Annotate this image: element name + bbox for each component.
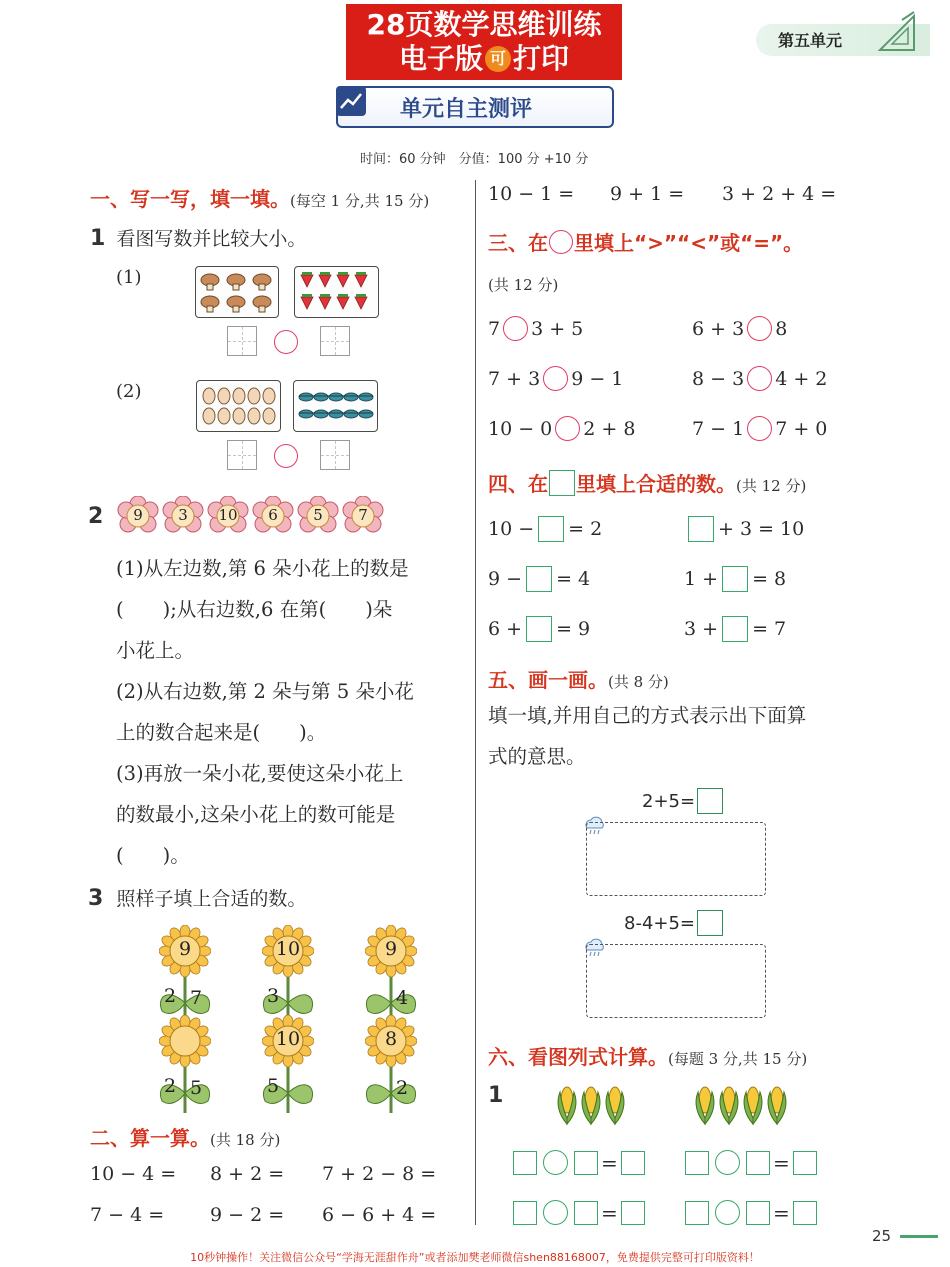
number-flower xyxy=(116,496,160,536)
fill-suffix: = 7 xyxy=(752,618,787,640)
section-3-title: 三、在 里填上“>”“<”或“=”。 xyxy=(488,231,804,255)
equals-sign: = xyxy=(773,1150,790,1175)
answer-box[interactable] xyxy=(526,616,552,642)
section-6-q1-number: 1 xyxy=(488,1083,504,1108)
compare-right: 4 + 2 xyxy=(775,367,828,390)
section-5-title: 五、画一画。(共 8 分) xyxy=(488,668,669,692)
number-flower xyxy=(161,496,205,536)
corn-icon xyxy=(580,1084,598,1126)
calc-item: 10 − 4 = xyxy=(90,1163,177,1185)
drawing-area-1[interactable] xyxy=(586,822,766,896)
answer-box[interactable] xyxy=(320,326,350,356)
flower-number: 9 xyxy=(133,506,143,524)
compare-circle[interactable] xyxy=(747,316,772,341)
compare-circle[interactable] xyxy=(274,444,298,468)
box-icon xyxy=(549,470,575,496)
fill-suffix: = 8 xyxy=(752,568,787,590)
compare-left: 7 xyxy=(488,317,501,340)
answer-box[interactable] xyxy=(621,1151,645,1175)
q2-line: ( );从右边数,6 在第( )朵 xyxy=(116,598,393,621)
egg-picture xyxy=(196,380,281,432)
operator-circle[interactable] xyxy=(543,1150,568,1175)
compare-item xyxy=(488,416,635,441)
answer-box[interactable] xyxy=(697,788,723,814)
answer-box[interactable] xyxy=(621,1201,645,1225)
fill-item xyxy=(488,616,590,642)
column-divider xyxy=(475,180,476,1225)
chart-icon xyxy=(336,86,366,116)
compare-item xyxy=(488,316,583,341)
section-6-note: (每题 3 分,共 15 分) xyxy=(668,1050,808,1068)
compare-item xyxy=(692,316,787,341)
section-2-title: 二、算一算。(共 18 分) xyxy=(90,1126,281,1150)
compare-circle[interactable] xyxy=(274,330,298,354)
corn-icon xyxy=(604,1084,622,1126)
sunflower-left-number: 5 xyxy=(267,1075,280,1097)
section-5-text xyxy=(488,695,806,777)
answer-box[interactable] xyxy=(685,1201,709,1225)
answer-box[interactable] xyxy=(793,1151,817,1175)
answer-box[interactable] xyxy=(513,1201,537,1225)
equation-blank-row xyxy=(513,1150,645,1175)
fill-prefix: 10 − xyxy=(488,518,535,540)
fill-suffix: = 4 xyxy=(556,568,591,590)
question-3 xyxy=(88,884,306,911)
fill-suffix: = 9 xyxy=(556,618,591,640)
sunflower-left-number: 3 xyxy=(267,985,280,1007)
banner-line-1: 28页数学思维训练 xyxy=(366,8,602,41)
compare-right: 8 xyxy=(775,317,788,340)
answer-box[interactable] xyxy=(722,566,748,592)
sunflower-right-number: 5 xyxy=(190,1077,203,1099)
corn-icon xyxy=(766,1084,784,1126)
compare-left: 7 − 1 xyxy=(692,417,745,440)
sunflower xyxy=(253,925,323,1025)
s5-line: 填一填,并用自己的方式表示出下面算 xyxy=(488,704,807,727)
q2-line: 上的数合起来是( )。 xyxy=(116,721,327,744)
compare-circle[interactable] xyxy=(747,366,772,391)
page-number-bar xyxy=(900,1235,938,1238)
fill-prefix: 3 + xyxy=(684,618,719,640)
calc-item: 7 − 4 = xyxy=(90,1204,165,1226)
promo-banner xyxy=(346,4,622,80)
compare-right: 3 + 5 xyxy=(531,317,584,340)
ruler-triangle-icon xyxy=(874,10,918,54)
unit-tab xyxy=(756,24,930,56)
section-3-note: (共 12 分) xyxy=(488,276,559,294)
answer-box[interactable] xyxy=(320,440,350,470)
compare-left: 10 − 0 xyxy=(488,417,553,440)
candy-picture xyxy=(293,380,378,432)
equals-sign: = xyxy=(601,1150,618,1175)
q2-line: 小花上。 xyxy=(116,639,195,662)
flower-number: 7 xyxy=(358,506,368,524)
sunflower xyxy=(150,925,220,1025)
equals-sign: = xyxy=(601,1200,618,1225)
operator-circle[interactable] xyxy=(715,1150,740,1175)
q2-line: ( )。 xyxy=(116,844,190,867)
corn-icon xyxy=(556,1084,574,1126)
drawing-area-2[interactable] xyxy=(586,944,766,1018)
sunflower-left-number: 2 xyxy=(164,985,177,1007)
operator-circle[interactable] xyxy=(543,1200,568,1225)
sunflower-center-number: 8 xyxy=(384,1028,398,1050)
compare-right: 7 + 0 xyxy=(775,417,828,440)
print-badge: 可 xyxy=(485,46,511,72)
q2-line: 的数最小,这朵小花上的数可能是 xyxy=(116,803,396,826)
section-4-note: (共 12 分) xyxy=(736,477,807,495)
fill-item xyxy=(684,566,786,592)
answer-box[interactable] xyxy=(722,616,748,642)
compare-item xyxy=(692,416,827,441)
equation-blank-row xyxy=(685,1150,817,1175)
answer-box[interactable] xyxy=(538,516,564,542)
sunflower xyxy=(356,1015,426,1115)
sunflower-center-number: 10 xyxy=(275,1028,301,1050)
section-4-title: 四、在 里填上合适的数。(共 12 分) xyxy=(488,472,807,496)
flower-number: 3 xyxy=(178,506,188,524)
corn-icon xyxy=(742,1084,760,1126)
section-5-note: (共 8 分) xyxy=(608,673,669,691)
draw-equation-2: 8-4+5= xyxy=(624,910,723,936)
q1-part-1-label: (1) xyxy=(116,267,142,288)
page-number: 25 xyxy=(872,1226,938,1245)
question-3-number: 3 xyxy=(88,886,104,911)
number-flower xyxy=(206,496,250,536)
question-3-text: 照样子填上合适的数。 xyxy=(116,888,307,910)
answer-box[interactable] xyxy=(697,910,723,936)
fill-item xyxy=(488,516,602,542)
sunflower-center-number: 9 xyxy=(384,938,398,960)
question-1-number: 1 xyxy=(90,226,106,251)
answer-box[interactable] xyxy=(685,1151,709,1175)
draw-equation-1: 2+5= xyxy=(642,788,723,814)
question-2-number: 2 xyxy=(88,504,104,529)
number-flower xyxy=(341,496,385,536)
calc-item: 9 − 2 = xyxy=(210,1204,285,1226)
fill-item xyxy=(684,516,804,542)
compare-item xyxy=(488,366,623,391)
fill-prefix: 6 + xyxy=(488,618,523,640)
answer-box[interactable] xyxy=(688,516,714,542)
fill-suffix: + 3 = 10 xyxy=(718,518,805,540)
sunflower-right-number: 2 xyxy=(396,1077,409,1099)
q2-line: (1)从左边数,第 6 朵小花上的数是 xyxy=(116,557,409,580)
question-1-text: 看图写数并比较大小。 xyxy=(116,228,307,250)
sunflower xyxy=(253,1015,323,1115)
equation-blank-row xyxy=(685,1200,817,1225)
footer-notice: 10秒钟操作！关注微信公众号“学海无涯甜作舟”或者添加樊老师微信shen88168007，免费提供完整可打印版资料！ xyxy=(190,1251,760,1264)
calc-item: 7 + 2 − 8 = xyxy=(322,1163,437,1185)
sunflower-left-number: 2 xyxy=(164,1075,177,1097)
compare-left: 7 + 3 xyxy=(488,367,541,390)
calc-item: 6 − 6 + 4 = xyxy=(322,1204,437,1226)
compare-left: 8 − 3 xyxy=(692,367,745,390)
compare-circle[interactable] xyxy=(543,366,568,391)
page-title-bar xyxy=(336,86,614,128)
question-2-text xyxy=(116,548,466,876)
answer-box[interactable] xyxy=(513,1151,537,1175)
sunflower-right-number: 4 xyxy=(396,987,409,1009)
calc-item: 8 + 2 = xyxy=(210,1163,285,1185)
sunflower-center-number: 10 xyxy=(275,938,301,960)
answer-box[interactable] xyxy=(746,1201,770,1225)
sunflower xyxy=(150,1015,220,1115)
fill-item xyxy=(684,616,786,642)
answer-box[interactable] xyxy=(574,1151,598,1175)
compare-circle[interactable] xyxy=(555,416,580,441)
unit-tab-label: 第五单元 xyxy=(778,31,843,50)
operator-circle[interactable] xyxy=(715,1200,740,1225)
page-title: 单元自主测评 xyxy=(400,97,533,122)
compare-left: 6 + 3 xyxy=(692,317,745,340)
section-1-note: (每空 1 分,共 15 分) xyxy=(290,192,430,210)
banner-line-2: 电子版 可 打印 xyxy=(398,42,570,75)
compare-right: 2 + 8 xyxy=(583,417,636,440)
fill-prefix: 9 − xyxy=(488,568,523,590)
compare-circle[interactable] xyxy=(503,316,528,341)
equation-blank-row xyxy=(513,1200,645,1225)
corn-icon xyxy=(718,1084,736,1126)
exam-meta: 时间：60 分钟 分值：100 分 +10 分 xyxy=(360,152,589,167)
calc-item: 9 + 1 = xyxy=(610,183,685,205)
q2-line: (3)再放一朵小花,要使这朵小花上 xyxy=(116,762,404,785)
answer-box[interactable] xyxy=(227,440,257,470)
answer-box[interactable] xyxy=(746,1151,770,1175)
fill-item xyxy=(488,566,590,592)
fill-suffix: = 2 xyxy=(568,518,603,540)
corn-icon xyxy=(694,1084,712,1126)
answer-box[interactable] xyxy=(227,326,257,356)
calc-item: 10 − 1 = xyxy=(488,183,575,205)
strawberry-picture xyxy=(294,266,379,318)
circle-icon xyxy=(549,230,573,254)
calc-item: 3 + 2 + 4 = xyxy=(722,183,837,205)
compare-circle[interactable] xyxy=(747,416,772,441)
answer-box[interactable] xyxy=(793,1201,817,1225)
q2-line: (2)从右边数,第 2 朵与第 5 朵小花 xyxy=(116,680,414,703)
compare-right: 9 − 1 xyxy=(571,367,624,390)
flower-number: 5 xyxy=(313,506,323,524)
section-1-title: 一、写一写，填一填。(每空 1 分,共 15 分) xyxy=(90,187,430,211)
flower-number: 10 xyxy=(218,506,238,524)
q1-part-2-label: (2) xyxy=(116,381,142,402)
sunflower-center-number: 9 xyxy=(178,938,192,960)
answer-box[interactable] xyxy=(526,566,552,592)
compare-item xyxy=(692,366,827,391)
sunflower-right-number: 7 xyxy=(190,987,203,1009)
section-2-note: (共 18 分) xyxy=(210,1131,281,1149)
section-6-title: 六、看图列式计算。(每题 3 分,共 15 分) xyxy=(488,1045,808,1069)
number-flower xyxy=(251,496,295,536)
flower-number: 6 xyxy=(268,506,278,524)
fill-prefix: 1 + xyxy=(684,568,719,590)
sunflower xyxy=(356,925,426,1025)
question-1 xyxy=(90,224,306,251)
answer-box[interactable] xyxy=(574,1201,598,1225)
equals-sign: = xyxy=(773,1200,790,1225)
mushroom-picture xyxy=(195,266,279,318)
s5-line: 式的意思。 xyxy=(488,745,586,768)
number-flower xyxy=(296,496,340,536)
